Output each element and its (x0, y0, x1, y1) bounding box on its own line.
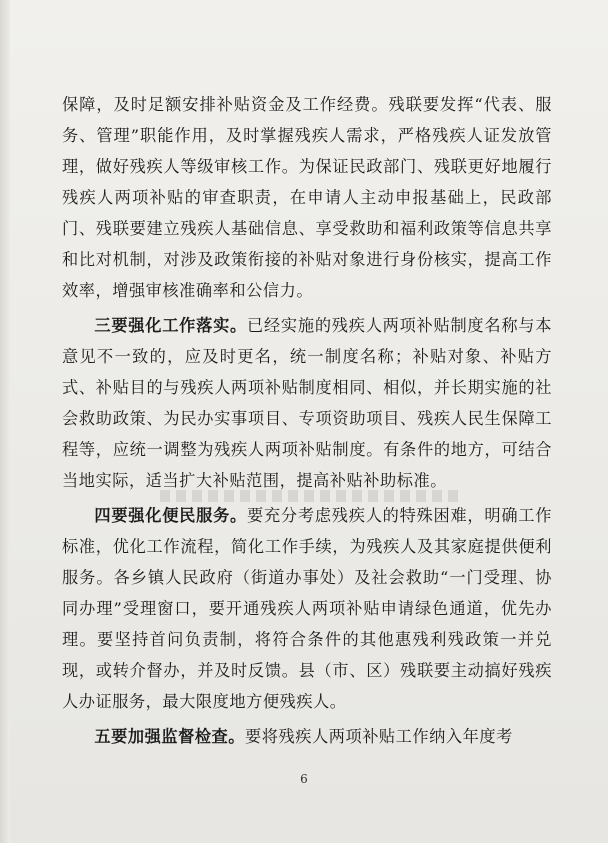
page-number: 6 (300, 772, 308, 786)
paragraph-4-heading: 五要加强监督检查。 (94, 727, 246, 746)
document-body (62, 89, 552, 752)
paragraph-3-text: 要充分考虑残疾人的特殊困难，明确工作标准，优化工作流程，简化工作手续，为残疾人及其家庭提供便利服务。各乡镇人民政府（街道办事处）及社会救助“一门受理、协同办理”受理窗口，要开通残疾人两项补贴申请绿色通道，优先办理。要坚持首问负责制，将符合条件的其他惠残利残政策一并兑现，或转介督办，并及时反馈。县（市、区）残联要主动搞好残疾人办证服务，最大限度地方便残疾人。 (62, 506, 552, 711)
paragraph-2-text: 已经实施的残疾人两项补贴制度名称与本意见不一致的，应及时更名，统一制度名称；补贴对象、补贴方式、补贴目的与残疾人两项补贴制度相同、相似，并长期实施的社会救助政策、为民办实事项目、专项资助项目、残疾人民生保障工程等，应统一调整为残疾人两项补贴制度。有条件的地方，可结合当地实际，适当扩大补贴范围，提高补贴补助标准。 (62, 316, 552, 490)
paragraph-2 (62, 310, 552, 496)
paragraph-4-text: 要将残疾人两项补贴工作纳入年度考 (245, 727, 513, 746)
scan-edge-shadow (0, 0, 10, 843)
paragraph-3 (62, 500, 552, 717)
paragraph-4 (62, 721, 552, 752)
paragraph-2-heading: 三要强化工作落实。 (94, 316, 247, 335)
paragraph-1 (62, 89, 552, 306)
paragraph-3-heading: 四要强化便民服务。 (94, 506, 247, 525)
paragraph-1-text: 保障，及时足额安排补贴资金及工作经费。残联要发挥“代表、服务、管理”职能作用，及时掌握残疾人需求，严格残疾人证发放管理，做好残疾人等级审核工作。为保证民政部门、残联更好地履行残疾人两项补贴的审查职责，在申请人主动申报基础上，民政部门、残联要建立残疾人基础信息、享受救助和福利政策等信息共享和比对机制，对涉及政策衔接的补贴对象进行身份核实，提高工作效率，增强审核准确率和公信力。 (62, 95, 552, 300)
